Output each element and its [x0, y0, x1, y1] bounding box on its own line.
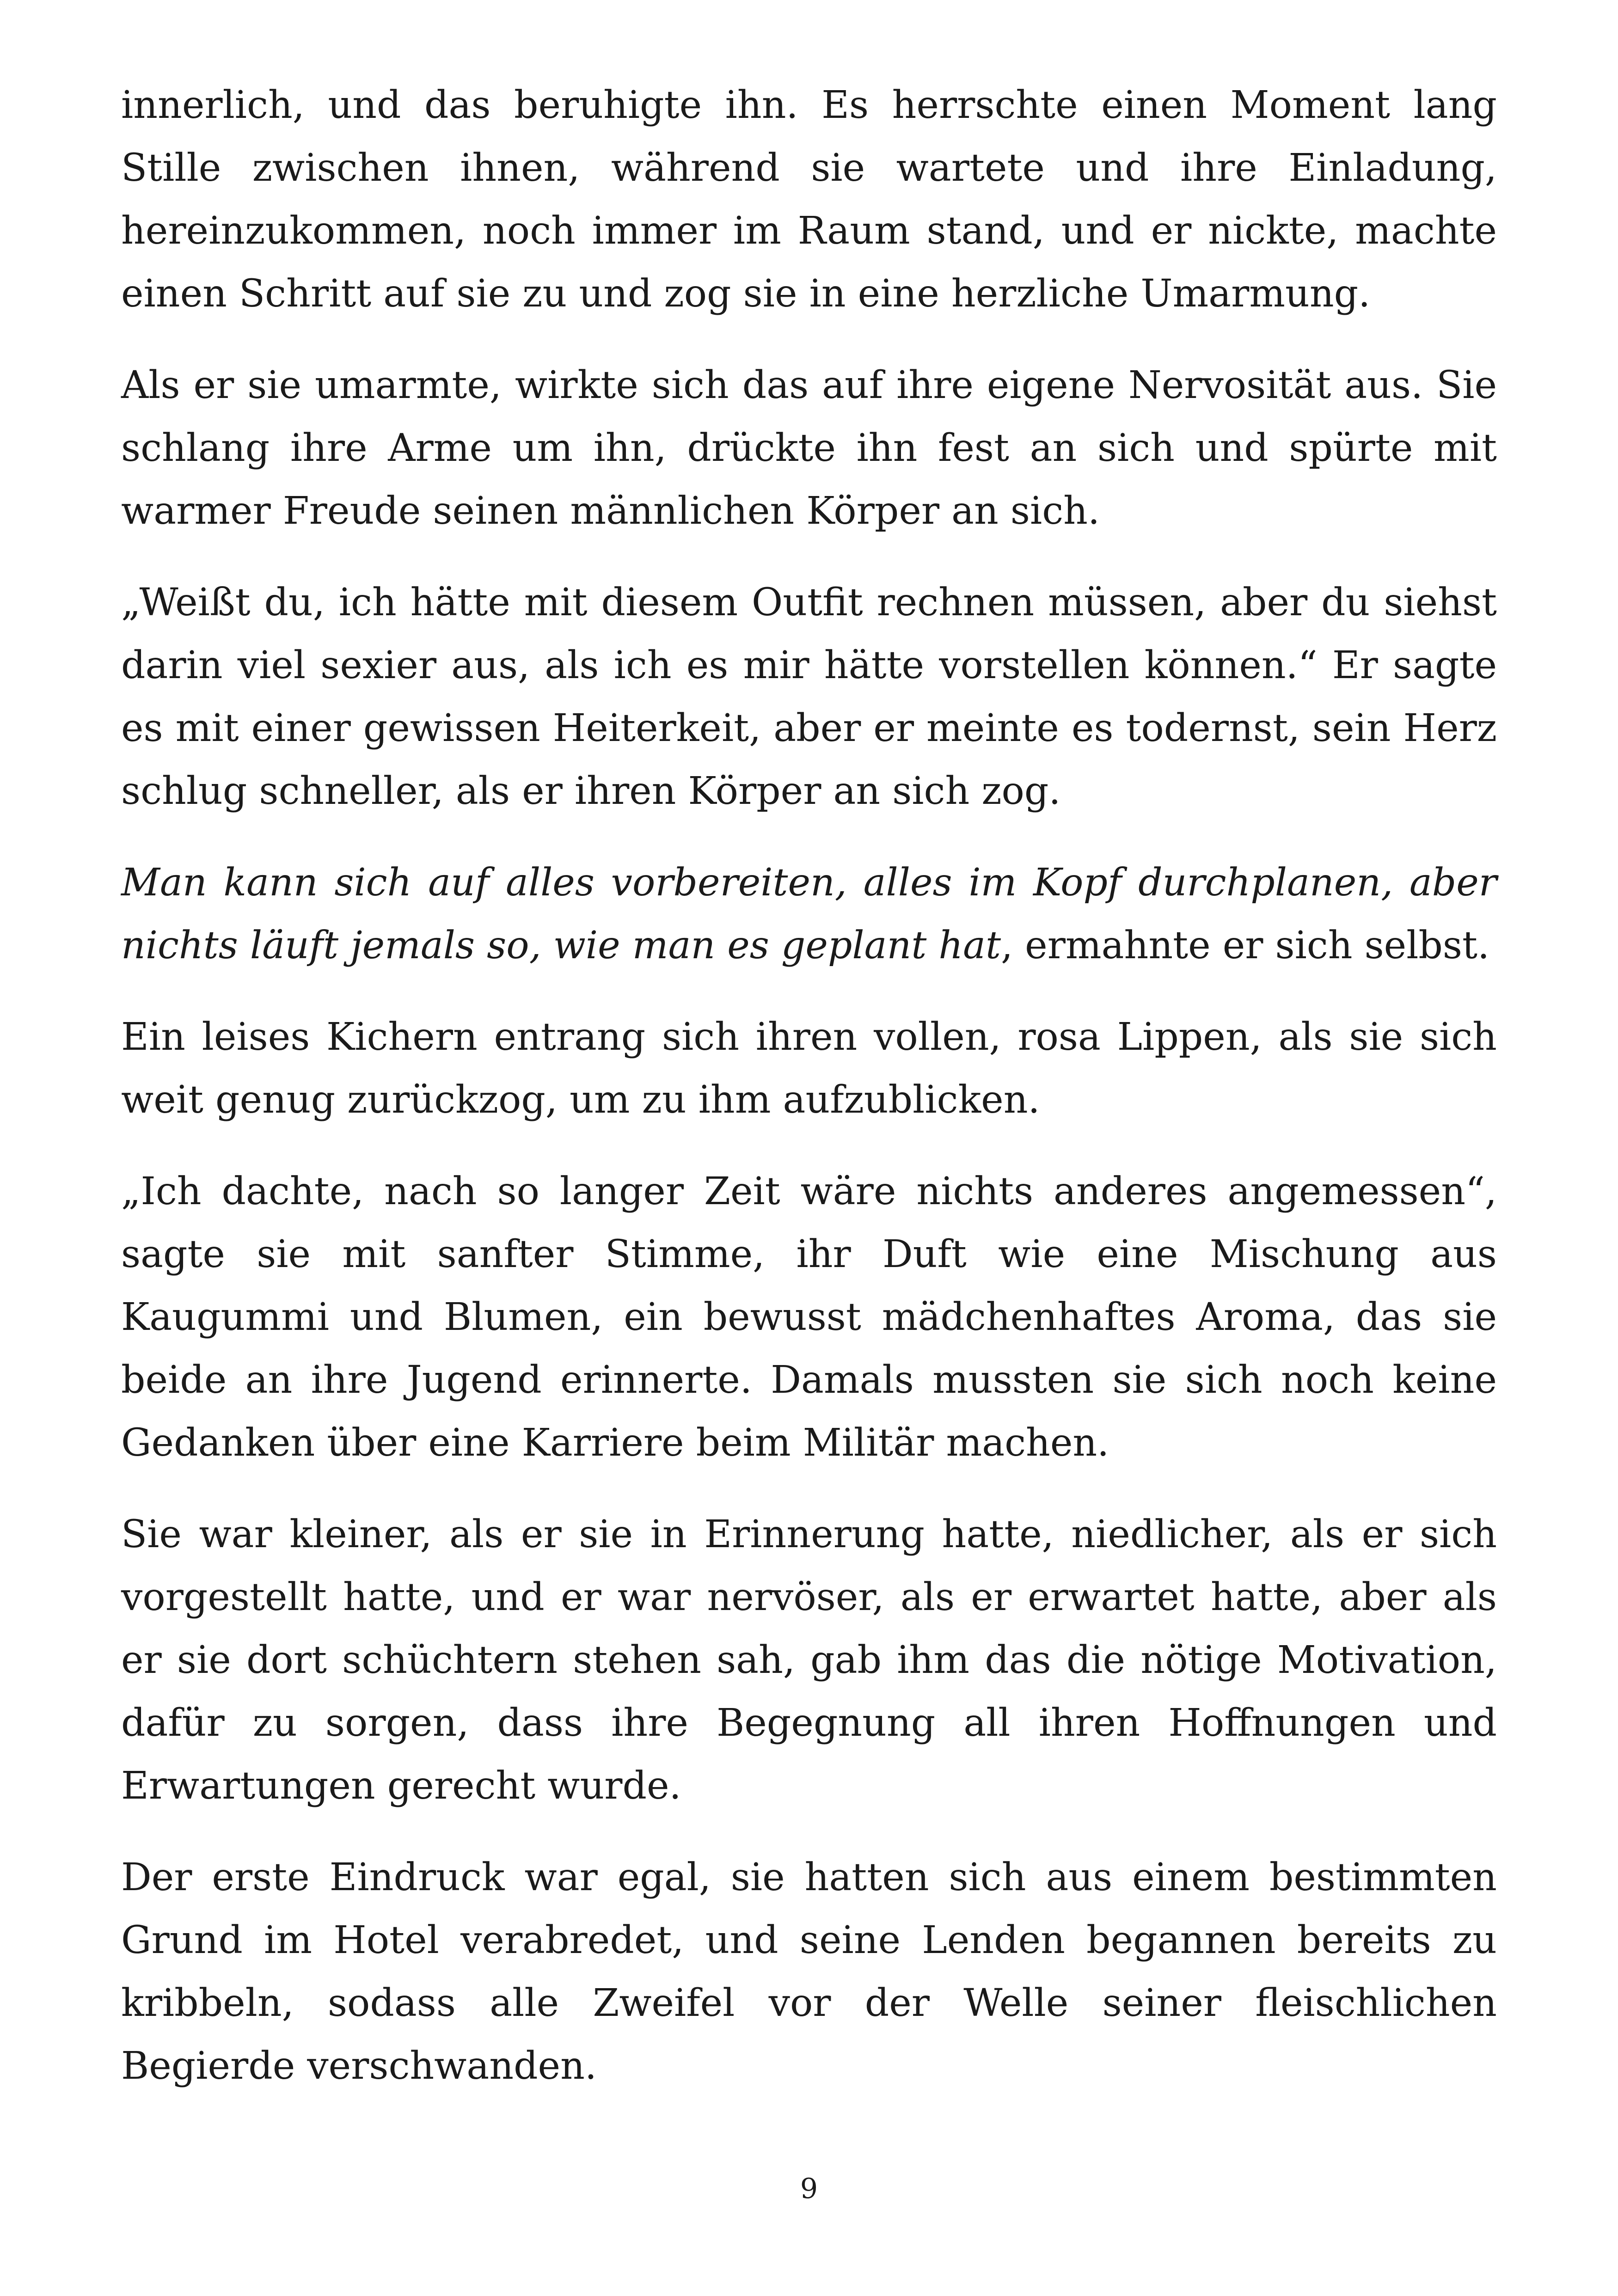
paragraph-text: Sie war kleiner, als er sie in Erinnerung hatte, niedlicher, als er sich vorgestellt hatte, und er war nervöser, als er erwartet hatte, aber als er sie dort schüchtern stehen sah, gab ihm das die nötige Motivation, dafür zu sorgen, dass ihre Begegnung all ihren Hoffnungen und Erwartungen gerecht wurde. [121, 1512, 1497, 1808]
paragraph-text: Als er sie umarmte, wirkte sich das auf ihre eigene Nervosität aus. Sie schlang ihre Arme um ihn, drückte ihn fest an sich und spürte mit warmer Freude seinen männlichen Körper an sich. [121, 363, 1497, 533]
paragraph-text: , ermahnte er sich selbst. [1001, 924, 1490, 967]
paragraph-7 [121, 1503, 1497, 1818]
paragraph-3 [121, 571, 1497, 823]
paragraph-text: „Weißt du, ich hätte mit diesem Outfit rechnen müssen, aber du siehst darin viel sexier aus, als ich es mir hätte vorstellen können.“ Er sagte es mit einer gewissen Heiterkeit, aber er meinte es todernst, sein Herz schlug schneller, als er ihren Körper an sich zog. [121, 581, 1497, 813]
paragraph-1 [121, 74, 1497, 325]
paragraph-text: „Ich dachte, nach so langer Zeit wäre nichts anderes angemessen“, sagte sie mit sanfter Stimme, ihr Duft wie eine Mischung aus Kaugummi und Blumen, ein bewusst mädchenhaftes Aroma, das sie beide an ihre Jugend erinnerte. Damals mussten sie sich noch keine Gedanken über eine Karriere beim Militär machen. [121, 1169, 1497, 1465]
page-number: 9 [800, 2173, 818, 2205]
paragraph-4 [121, 851, 1497, 977]
paragraph-6 [121, 1160, 1497, 1475]
paragraph-8 [121, 1846, 1497, 2098]
italic-thought: Man kann sich auf alles vorbereiten, alles im Kopf durchplanen, aber nichts läuft jemals so, wie man es geplant hat [121, 861, 1497, 967]
paragraph-2 [121, 354, 1497, 543]
paragraph-text: innerlich, und das beruhigte ihn. Es herrschte einen Moment lang Stille zwischen ihnen, während sie wartete und ihre Einladung, hereinzukommen, noch immer im Raum stand, und er nickte, machte einen Schritt auf sie zu und zog sie in eine herzliche Umarmung. [121, 83, 1497, 316]
paragraph-5 [121, 1006, 1497, 1132]
paragraph-text: Der erste Eindruck war egal, sie hatten sich aus einem bestimmten Grund im Hotel verabredet, und seine Lenden begannen bereits zu kribbeln, sodass alle Zweifel vor der Welle seiner fleischlichen Begierde verschwanden. [121, 1855, 1497, 2088]
body-text [121, 74, 1497, 2126]
paragraph-text: Ein leises Kichern entrang sich ihren vollen, rosa Lippen, als sie sich weit genug zurückzog, um zu ihm aufzublicken. [121, 1015, 1497, 1122]
